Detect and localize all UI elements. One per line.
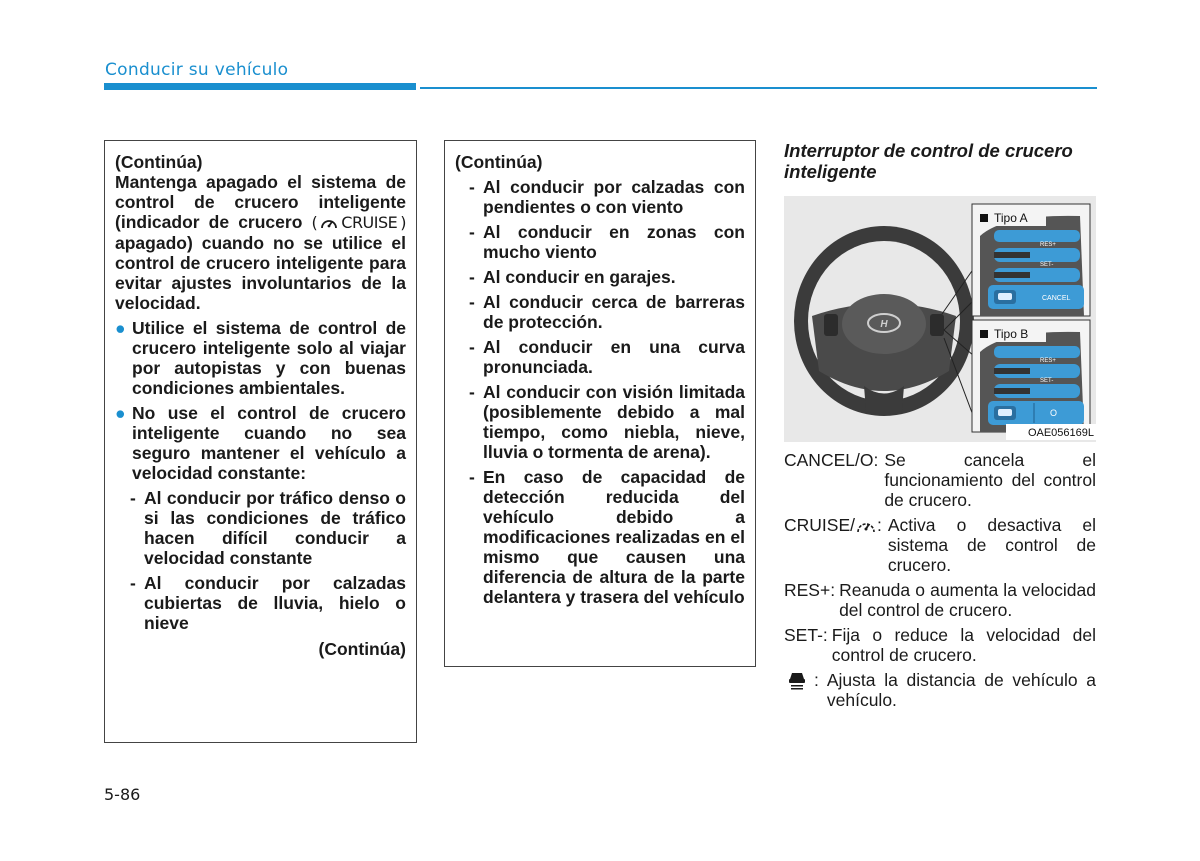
- type-b-label: Tipo B: [994, 327, 1029, 341]
- set-minus-label: SET-: [1040, 378, 1054, 384]
- intro-paragraph: [115, 172, 406, 313]
- dash-marker: -: [469, 467, 475, 487]
- dash-item: [455, 337, 745, 377]
- dash-item: [455, 467, 745, 607]
- bullet-text: Utilice el sistema de control de crucero inteligente solo al viajar por autopistas y con buenas condiciones ambientales.: [132, 318, 406, 398]
- cruise-indicator: [312, 213, 406, 233]
- definition-desc: Fija o reduce la velocidad del control de crucero.: [831, 625, 1096, 665]
- dash-item: [115, 488, 406, 568]
- res-plus-label: RES+: [1040, 242, 1056, 248]
- definition-term: RES+:: [784, 580, 836, 600]
- bullet-item: [115, 318, 406, 398]
- dash-item: [455, 177, 745, 217]
- cruise-open-paren: (: [311, 213, 318, 232]
- dash-marker: -: [469, 337, 475, 357]
- definition-desc: Reanuda o aumenta la velocidad del control de crucero.: [839, 580, 1096, 620]
- definition-distance: [784, 670, 1096, 710]
- switch-panel-type-b: [972, 320, 1090, 432]
- figure-code: OAE056169L: [1027, 427, 1094, 439]
- dash-marker: -: [130, 573, 136, 593]
- header-rule-thin: [420, 87, 1097, 89]
- dash-text: Al conducir en zonas con mucho viento: [483, 222, 745, 262]
- dash-item: [455, 222, 745, 262]
- definition-term: :: [814, 670, 819, 690]
- definition-cruise: [784, 515, 1096, 575]
- definition-set: [784, 625, 1096, 665]
- set-minus-label: SET-: [1040, 262, 1054, 268]
- header-rule-thick: [104, 83, 416, 90]
- dash-text: Al conducir cerca de barreras de protección.: [483, 292, 745, 332]
- cruise-close-paren: ): [400, 213, 406, 232]
- dash-text: Al conducir por calzadas con pendientes o con viento: [483, 177, 745, 217]
- dash-item: [115, 573, 406, 633]
- dash-text: Al conducir en garajes.: [483, 267, 676, 287]
- dash-item: [455, 382, 745, 462]
- type-a-label: Tipo A: [994, 211, 1028, 225]
- cruise-speedometer-icon: [855, 516, 877, 536]
- definition-term: CANCEL/O:: [784, 450, 879, 470]
- dash-marker: -: [469, 177, 475, 197]
- continued-heading: (Continúa): [115, 152, 203, 172]
- definition-res: [784, 580, 1096, 620]
- subsection-heading: Interruptor de control de crucero inteligente: [784, 140, 1073, 182]
- dash-text: Al conducir por calzadas cubiertas de lluvia, hielo o nieve: [144, 573, 406, 633]
- dash-text: Al conducir con visión limitada (posiblemente debido a mal tiempo, como niebla, nieve, lluvia o tormenta de arena).: [483, 382, 745, 462]
- cruise-speedometer-icon: [320, 215, 338, 231]
- dash-marker: -: [469, 222, 475, 242]
- dash-text: Al conducir por tráfico denso o si las condiciones de tráfico hacen difícil conducir a velocidad constante: [144, 488, 406, 568]
- intro-text-a: Mantenga apagado el sistema de control de crucero inteligente (indicador de crucero: [115, 172, 406, 232]
- dash-marker: -: [469, 267, 475, 287]
- steering-wheel-illustration: [794, 226, 974, 416]
- bullet-text: No use el control de crucero inteligente cuando no sea seguro mantener el vehículo a velocidad constante:: [132, 403, 406, 483]
- dash-marker: -: [469, 292, 475, 312]
- definition-desc: Activa o desactiva el sistema de control de crucero.: [887, 515, 1096, 575]
- dash-text: Al conducir en una curva pronunciada.: [483, 337, 745, 377]
- definition-desc: Se cancela el funcionamiento del control de crucero.: [884, 450, 1096, 510]
- page-number: 5-86: [104, 785, 141, 804]
- vehicle-distance-icon: [784, 670, 810, 690]
- continued-heading: (Continúa): [455, 152, 543, 172]
- cruise-label: CRUISE: [341, 213, 398, 232]
- section-title: Conducir su vehículo: [105, 60, 289, 80]
- dash-marker: -: [469, 382, 475, 402]
- dash-item: [455, 267, 745, 287]
- definition-desc: Ajusta la distancia de vehículo a vehículo.: [826, 670, 1096, 710]
- circle-o-label: O: [1050, 408, 1058, 418]
- warning-box-2: [444, 140, 756, 667]
- bullet-item: [115, 403, 406, 483]
- bullet-dot-icon: ●: [115, 403, 126, 423]
- res-plus-label: RES+: [1040, 358, 1056, 364]
- warning-box-1: [104, 140, 417, 743]
- dash-item: [455, 292, 745, 332]
- continued-footer: (Continúa): [318, 639, 406, 659]
- cancel-label: CANCEL: [1042, 295, 1071, 302]
- button-definitions: [784, 450, 1096, 715]
- switch-panel-type-a: [972, 204, 1090, 316]
- intro-text-b: apagado) cuando no se utilice el control de crucero inteligente para evitar ajustes involuntarios de la velocidad.: [115, 233, 406, 313]
- steering-wheel-figure: [784, 196, 1096, 442]
- dash-marker: -: [130, 488, 136, 508]
- dash-text: En caso de capacidad de detección reducida del vehículo debido a modificaciones realizadas en el mismo que causen una diferencia de altura de la parte delantera y trasera del vehículo: [483, 467, 745, 607]
- definition-term: CRUISE/: [784, 515, 855, 535]
- definition-cancel: [784, 450, 1096, 510]
- svg-text:H: H: [880, 319, 888, 330]
- definition-term: SET-:: [784, 625, 828, 645]
- definition-colon: :: [876, 515, 882, 535]
- bullet-dot-icon: ●: [115, 318, 126, 338]
